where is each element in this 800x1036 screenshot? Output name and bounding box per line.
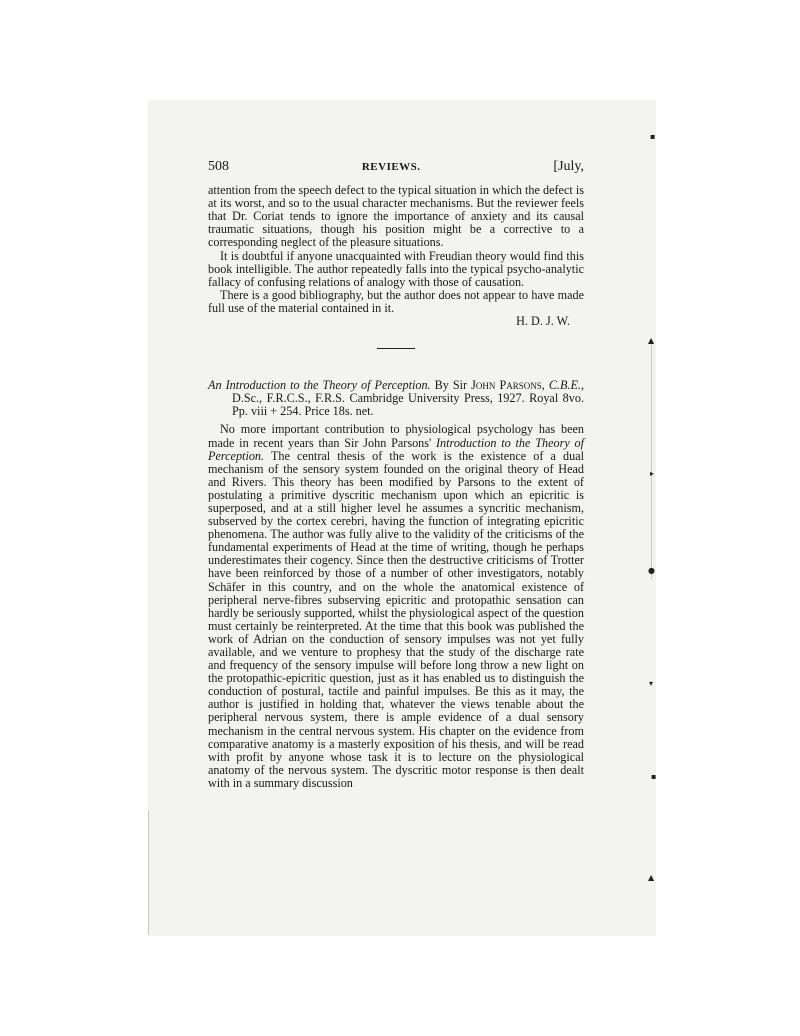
section-divider [377,348,415,349]
citation-details: D.Sc., F.R.C.S., F.R.S. Cambridge University Press, 1927. Royal 8vo. Pp. viii + 254. Price 18s. net. [232,391,584,419]
left-edge-line [148,810,149,935]
book-citation [208,379,584,418]
author-last-name: Parsons, [499,378,545,393]
prev-review-paragraph: attention from the speech defect to the typical situation in which the defect is at its worst, and so to the usual character mechanisms. But the reviewer feels that Dr. Coriat tends to ignore the importance of anxiety and its causal traumatic situations, though his position might be a corrective to a corresponding neglect of the pleasure situations. [208,183,584,250]
margin-speck: ▪ [651,772,657,781]
right-edge-line [650,340,655,580]
margin-speck: ▲ [648,336,655,345]
margin-speck: ▲ [648,873,655,882]
running-title: REVIEWS. [361,161,421,173]
margin-speck: ▸ [650,469,655,478]
author-credential: C.B.E., [548,378,585,393]
review-body [208,423,584,790]
prev-review-paragraph: There is a good bibliography, but the author does not appear to have made full use of the material contained in it. [208,287,584,315]
review-body-rest: The central thesis of the work is the existence of a dual mechanism of the sensory system founded on the original theory of Head and Rivers. This theory has been modified by Parsons to the extent of postulating a primitive dyscritic mechanism upon which an epicritic is superposed, and at a still higher level he assumes a syncritic mechanism, subserved by the cortex cerebri, having the function of integrating epicritic phenomena. The author was fully alive to the validity of the criticisms of the fundamental experiments of Head at the time of writing, though he perhaps underestimates their cogency. Since then the destructive criticisms of Trotter have been reinforced by those of a number of other investigators, notably Schäfer in this country, and on the whole the anatomical existence of peripheral nerve-fibres subserving epicritic and protopathic sensation can hardly be seriously supported, whilst the physiological aspect of the question must certainly be reinterpreted. At the time that this book was published the work of Adrian on the conduction of sensory impulses was not yet fully available, and we venture to prophesy that the study of the discharge rate and frequency of the sensory impulse will before long throw a new light on the protopathic-epicritic question, just as it has enabled us to distinguish the conduction of postural, tactile and painful impulses. Be this as it may, the author is justified in holding that, whatever the views tenable about the peripheral nervous system, there is ample evidence of a dual sensory mechanism in the central nervous system. His chapter on the evidence from comparative anatomy is a masterly exposition of his thesis, and will be read with profit by anyone whose task it is to lecture on the physiological anatomy of the nervous system. The dyscritic motor response is then dealt with in a summary discussion [208,448,584,790]
review-body-start: No more important contribution to physiological psychology has been made in recent years than Sir John Parsons' [208,422,584,450]
issue-date: [July, [553,159,584,174]
book-title: An Introduction to the Theory of Perception. [208,378,431,393]
reviewer-signature: H. D. J. W. [516,314,570,329]
prev-review-paragraph: It is doubtful if anyone unacquainted with Freudian theory would find this book intelligible. The author repeatedly falls into the typical psycho-analytic fallacy of confusing relations of analogy with those of causation. [208,248,584,289]
page-number: 508 [208,159,229,174]
citation-by: By Sir [434,378,468,393]
review-body-title: Introduction to the Theory of Perception. [208,435,585,463]
margin-speck: ▪ [650,132,656,141]
author-first-name: John [471,378,496,393]
margin-speck: ● [648,566,655,575]
margin-speck: ▾ [649,679,654,688]
page-content [208,160,584,790]
running-header [208,160,584,174]
